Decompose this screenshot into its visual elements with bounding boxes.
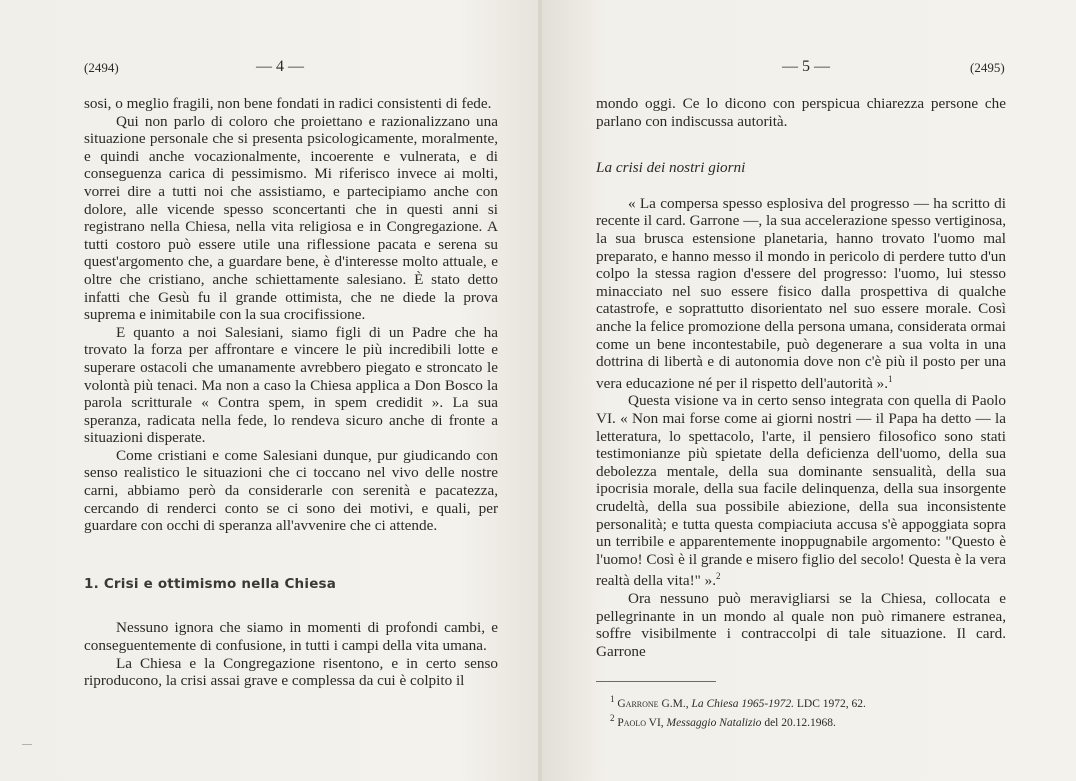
- right-ref-number: (2495): [970, 60, 1005, 75]
- paragraph: La Chiesa e la Congregazione risentono, e in certo senso riproducono, la crisi assai grave e complessa da cui è colpito il: [84, 654, 498, 690]
- left-text-column: [84, 95, 498, 690]
- paragraph: E quanto a noi Salesiani, siamo figli di un Padre che ha trovato la forza per affrontare e vincere le più incredibili lotte e superare ostacoli che umanamente avrebbero piegato e stroncato le volontà più tenaci. Ma non a caso la Chiesa applica a Don Bosco la parola scritturale « Contra spem, in spem credidit ». La sua speranza, radicata nella fede, lo rendeva sicuro anche di fronte a situazioni disperate.: [84, 323, 498, 447]
- paragraph-text: Questa visione va in certo senso integrata con quella di Paolo VI. « Non mai forse come ai giorni nostri — il Papa ha detto — la letteratura, lo spettacolo, l'arte, il pensiero filosofico sono stati testimonianze più spietate della deficienza dell'uomo, della sua debolezza mentale, della sua dominante sensualità, della sua ipocrisia morale, della sua facile delinquenza, della sua insorgente crudeltà, della sua possibile abiezione, della sua inconsistente personalità; e tutta questa compiaciuta accusa s'è appoggiata sopra un terribile e apparentemente inoppugnabile argomento: "Questo è l'uomo! Così è il grande e misero figlio del secolo! Questa è la vera realtà della vita!" ».: [596, 392, 1006, 590]
- quote-text: « La compersa spesso esplosiva del progresso — ha scritto di recente il card. Garrone —, la sua accelerazione spesso vertiginosa, la sua brusca estensione planetaria, hanno trovato l'uomo mal preparato, e hanno messo il mondo in pericolo di perdere tutto d'un colpo la stessa ragion d'essere del progresso: l'uomo, lui stesso minacciato nel suo essere fisico dalla prospettiva di qualche catastrofe, e soprattutto disorientato nel suo essere morale. Così anche la felice promozione della persona umana, considerata ormai come un bene incontestabile, può degenerare a sua volta in una dottrina di libertà e di autonomia dove non c'è più il posto per una vera educazione né per il rispetto dell'autorità ».: [596, 194, 1006, 392]
- right-page: [542, 0, 1076, 781]
- footnote-ref: 2: [716, 571, 721, 582]
- section-title: 1. Crisi e ottimismo nella Chiesa: [84, 575, 337, 592]
- subheading: La crisi dei nostri giorni: [596, 159, 746, 177]
- footnote: $^1$ Garrone G.M., La Chiesa 1965-1972. LDC 1972, 62.: [610, 694, 866, 711]
- right-page-number: — 5 —: [782, 58, 830, 75]
- quote-paragraph: [596, 195, 1006, 393]
- paragraph: Nessuno ignora che siamo in momenti di profondi cambi, e conseguentemente di confusione, in tutti i campi della vita umana.: [84, 619, 498, 655]
- paragraph: Ora nessuno può meravigliarsi se la Chiesa, collocata e pellegrinante in un mondo al quale non può rimanere estranea, soffre visibilmente i contraccolpi di tale situazione. Il card. Garrone: [596, 589, 1006, 660]
- left-ref-number: (2494): [84, 60, 119, 75]
- footnotes: [596, 692, 1006, 730]
- left-page-number: — 4 —: [256, 58, 304, 75]
- paragraph: Qui non parlo di coloro che proiettano e razionalizzano una situazione personale che si presenta psicologicamente, moralmente, e quindi anche vocazionalmente, incoerente e vulnerata, e di conseguenza carica di pessimismo. Mi riferisco invece ai molti, vorrei dire a tutti noi che assistiamo, e partecipiamo anche con dolore, alle vicende spesso sconcertanti che in questi anni si registrano nella Chiesa, nella vita religiosa e in Congregazione. A tutti costoro può essere utile una riflessione pacata e serena su quest'argomento che, a guardare bene, è d'interesse molto attuale, e oltre che cristiano, anche schiettamente salesiano. È stato detto infatti che Gesù fu il grande ottimista, che ne diede la prova suprema e inimitabile con la sua crocifissione.: [84, 112, 498, 324]
- paragraph: [596, 392, 1006, 590]
- paragraph: Come cristiani e come Salesiani dunque, pur giudicando con senso realistico le situazioni che ci toccano nel vivo delle nostre carni, abbiamo però da considerarle con serenità e pacatezza, cercando di renderci conto se ci sono dei motivi, e quali, per guardare con occhi di speranza all'avvenire che ci attende.: [84, 446, 498, 535]
- footnote: $^2$ Paolo VI, Messaggio Natalizio del 20.12.1968.: [610, 713, 836, 729]
- page-mark: [22, 744, 32, 745]
- right-text-column: [596, 95, 1006, 730]
- paragraph: mondo oggi. Ce lo dicono con perspicua chiarezza persone che parlano con indiscussa autorità.: [596, 95, 1006, 130]
- paragraph: sosi, o meglio fragili, non bene fondati in radici consistenti di fede.: [84, 95, 492, 112]
- footnote-rule: [596, 681, 716, 682]
- footnote-ref: 1: [888, 373, 893, 384]
